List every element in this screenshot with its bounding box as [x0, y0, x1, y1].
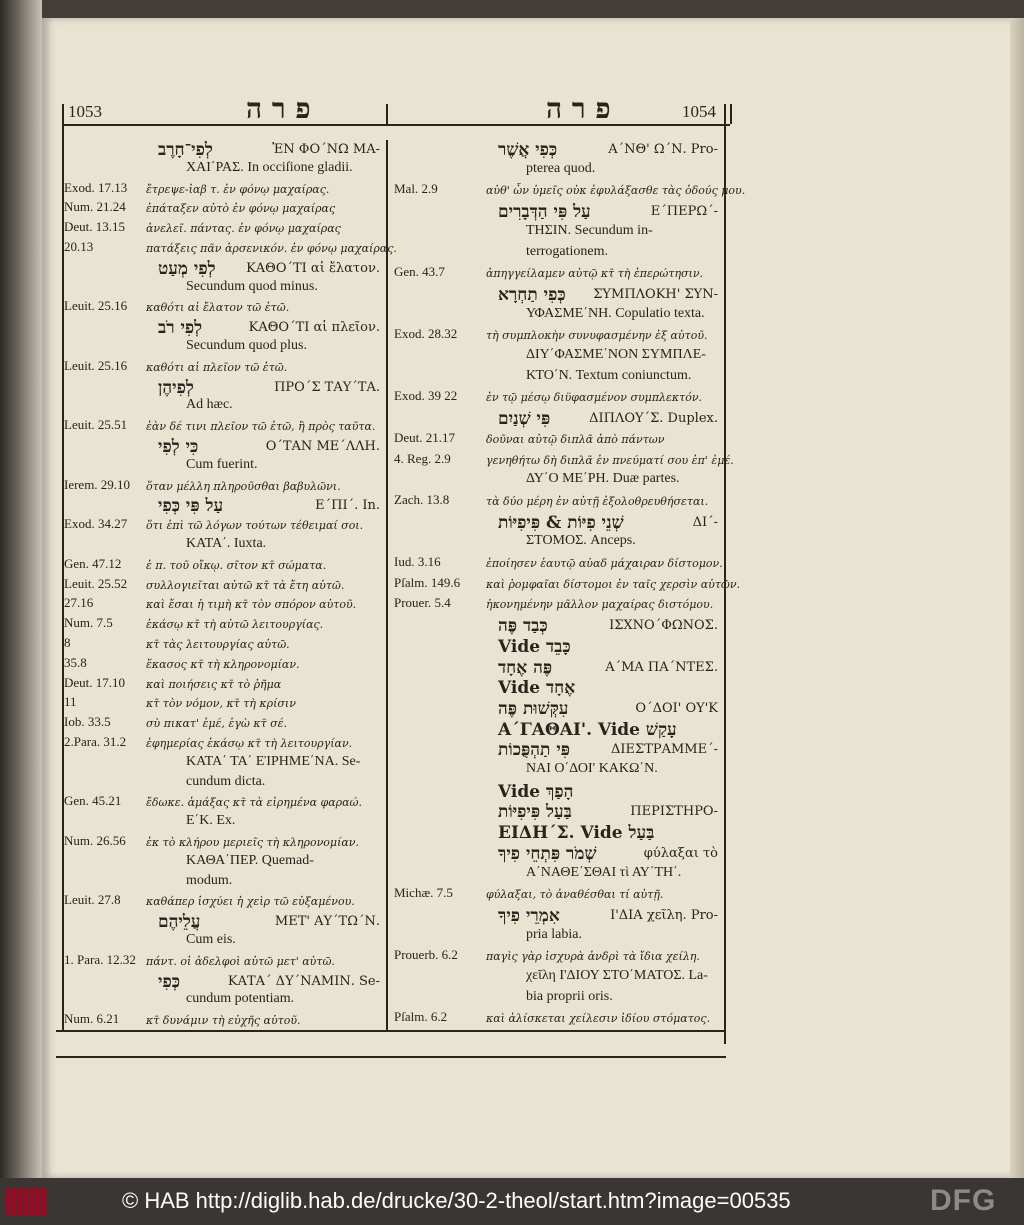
entry-line [394, 699, 724, 719]
entry-line [64, 635, 386, 655]
scripture-reference: Num. 21.24 [64, 199, 126, 215]
scripture-reference: 4. Reg. 2.9 [394, 450, 451, 466]
scripture-reference: Leuit. 27.8 [64, 892, 121, 908]
column-rule-middle [386, 140, 388, 1030]
entry-line [394, 492, 724, 512]
entry-line [394, 906, 724, 926]
hebrew-headword: בַּעַל פִּיפִיּוֹת [498, 802, 572, 823]
entry-line [394, 306, 724, 326]
hebrew-headword: פִּי תַהְפֻּכוֹת [498, 740, 571, 761]
entry-line [64, 675, 386, 695]
entry-line [64, 516, 386, 536]
latin-translation: cundum potentiam. [186, 991, 295, 1007]
entry-line [394, 409, 724, 429]
greek-gloss: φύλαξαι τὸ [643, 845, 718, 861]
greek-citation: ἐ π. τοῦ οἴκῳ. σῖτον κτ̄ σώματα. [146, 558, 327, 572]
greek-citation: καὶ ἔσαι ἡ τιμὴ κτ̄ τὸν σπόρον αὐτοῦ. [146, 598, 357, 612]
scripture-reference: Deut. 21.17 [394, 429, 456, 445]
scripture-reference: Prouerb. 6.2 [394, 947, 458, 963]
greek-citation: πάντ. οἱ ἀδελφοὶ αὐτῶ μετ' αὐτῶ. [146, 954, 335, 968]
entry-line [394, 326, 724, 346]
greek-citation: τὴ συμπλοκὴν συνυφασμένην ἐξ αὐτοῦ. [486, 329, 708, 343]
entry-line [64, 279, 386, 299]
scripture-reference: Ierem. 29.10 [64, 476, 131, 492]
left-running-heading: פ ר ה [246, 92, 311, 125]
scripture-reference: Deut. 17.10 [64, 674, 126, 690]
latin-translation: pterea quod. [526, 160, 596, 176]
greek-citation: ἀνελεῖ. πάντας. ἐν φόνῳ μαχαίρας [146, 222, 341, 236]
hebrew-headword: עַל פִּי הַדְּבָרִים [498, 202, 591, 223]
greek-citation: ἐκ τὸ κλήρου μεριεῖς τὴ κληρονομίαν. [146, 836, 359, 849]
entry-line [394, 140, 724, 160]
page-edge-right [1010, 18, 1024, 1178]
greek-citation: ἐποίησεν ἑαυτῷ αὐαδ μάχαιραν δίστομον. [486, 557, 723, 570]
hebrew-headword: עִקְּשׁוּת פֶּה [498, 698, 569, 719]
entry-line [64, 437, 386, 457]
scripture-reference: 35.8 [64, 654, 87, 670]
entry-line [64, 952, 386, 972]
entry-line [394, 513, 724, 533]
scripture-reference: Prouer. 5.4 [394, 595, 451, 611]
greek-citation: ἐπάταξεν αὐτὸ ἐν φόνῳ μαχαίρας [146, 202, 336, 216]
greek-citation: ἐφημερίας ἑκάσῳ κτ̄ τὴ λειτουργίαν. [146, 737, 353, 750]
hebrew-headword: שְׁמֹר פִּתְחֵי פִיךָ [498, 843, 597, 864]
latin-translation: ΤΗΣΙΝ. Secundum in- [526, 222, 653, 238]
entry-line [64, 932, 386, 952]
entry-line [64, 556, 386, 576]
greek-citation: αὐθ' ὧν ὑμεῖς οὐκ ἐφυλάξασθε τὰς ὁδούς μου. [486, 184, 746, 198]
entry-line [64, 318, 386, 338]
entry-line [394, 637, 724, 657]
scripture-reference: Exod. 39 22 [394, 388, 458, 404]
entry-line [64, 417, 386, 437]
scripture-reference: Gen. 43.7 [394, 264, 445, 280]
entry-line [64, 853, 386, 873]
greek-citation: ὅταν μέλλη πληροῦσθαι βαβυλῶνι. [146, 479, 341, 493]
latin-translation: ΔΥ΄Ο ΜΕ΄ΡΗ. Duæ partes. [526, 471, 680, 487]
latin-translation: bia proprii oris. [526, 988, 613, 1004]
entry-line [64, 892, 386, 912]
entry-line [64, 972, 386, 992]
greek-gloss: ΣΥΜΠΛΟΚΗ' ΣΥΝ- [593, 286, 718, 302]
latin-translation: terrogationem. [526, 243, 609, 259]
entry-line [394, 450, 734, 471]
scripture-reference: Num. 26.56 [64, 833, 126, 848]
entry-line [394, 678, 724, 698]
greek-citation: ἐν τῷ μέσῳ διϋφασμένον συμπλεκτόν. [486, 391, 703, 405]
greek-citation: καὶ ῥομφαῖαι δίστομοι ἐν ταῖς χερσὶν αὐτῶν. [486, 577, 741, 591]
greek-citation: παγὶς γὰρ ἰσχυρὰ ἀνδρὶ τὰ ἴδια χείλη. [486, 950, 700, 964]
scripture-reference: Num. 7.5 [64, 615, 113, 631]
entry-line [394, 388, 724, 408]
greek-citation: ὅτι ἐπὶ τῶ λόγων τούτων τέθειμαί σοι. [146, 519, 364, 533]
entry-line [394, 885, 724, 905]
hebrew-headword: Vide כָּבֵד [498, 636, 571, 657]
scripture-reference: Zach. 13.8 [394, 491, 450, 507]
hab-logo-icon [6, 1188, 46, 1216]
greek-citation: καθάπερ ἰσχύει ἡ χεὶρ τῶ εὐξαμένου. [146, 895, 355, 909]
scripture-reference: Pſalm. 6.2 [394, 1009, 448, 1025]
entry-line [64, 655, 386, 675]
scripture-reference: Exod. 17.13 [64, 179, 128, 195]
latin-translation: Cum fuerint. [186, 456, 258, 472]
entry-line [64, 496, 386, 516]
greek-gloss: ΔΙΠΛΟΥ΄Σ. Duplex. [589, 411, 718, 427]
scripture-reference: 20.13 [64, 239, 94, 254]
right-running-heading: פ ר ה [546, 92, 611, 125]
scripture-reference: Exod. 28.32 [394, 326, 458, 342]
entry-line [394, 927, 724, 947]
greek-citation: καὶ ἁλίσκεται χείλεσιν ἰδίου στόματος. [486, 1012, 711, 1026]
entry-line [64, 160, 386, 180]
hebrew-headword: עֲלֵיהֶם [158, 912, 201, 933]
entry-line [64, 793, 386, 813]
entry-line [394, 616, 724, 636]
latin-translation: ΚΑΘΑ΄ΠΕΡ. Quemad- [186, 852, 314, 868]
hebrew-headword: Α΄ΓΑΘΑΙ'. Vide עָקַשׁ [498, 719, 677, 740]
greek-citation: τὰ δύο μέρη ἐν αὐτῇ ἐξολοθρευθήσεται. [486, 494, 709, 508]
entry-line [64, 615, 386, 635]
scripture-reference: Mal. 2.9 [394, 181, 438, 197]
entry-line [64, 576, 386, 596]
greek-gloss: ΚΑΘΟ΄ΤΙ αἱ πλεῖον. [248, 320, 380, 336]
previous-page-edge [0, 0, 42, 1178]
scripture-reference: Leuit. 25.16 [64, 357, 128, 373]
entry-line [394, 865, 724, 885]
header-rule [62, 124, 730, 126]
greek-citation: ἔτρεψε-ἰαβ τ. ἐν φόνῳ μαχαίρας. [146, 182, 330, 196]
greek-citation: γενηθήτω δὴ διπλᾶ ἐν πνεύματί σου ἐπ' ἐμέ. [486, 453, 734, 467]
greek-citation: κτ̄ τὰς λειτουργίας αὐτῶ. [146, 638, 290, 651]
entry-line [394, 947, 724, 967]
entry-line [64, 1011, 386, 1031]
hebrew-headword: כִּי לְפִי [158, 437, 199, 457]
greek-citation: δοῦναι αὐτῷ διπλᾶ ἀπὸ πάντων [486, 432, 665, 446]
entry-line [64, 397, 386, 417]
latin-translation: Secundum quod minus. [186, 278, 318, 294]
greek-gloss: ΙΣΧΝΟ΄ΦΩΝΟΣ. [609, 618, 718, 634]
scripture-reference: Deut. 13.15 [64, 219, 126, 235]
scripture-reference: Leuit. 25.51 [64, 417, 128, 433]
entry-line [64, 199, 386, 219]
hebrew-headword: כְּפִי אֲשֶׁר [498, 140, 558, 160]
latin-translation: ΝΑΙ Ο΄ΔΟΙ' ΚΑΚΩ΄Ν. [526, 761, 658, 776]
scripture-reference: 11 [64, 694, 77, 710]
entry-line [64, 833, 386, 853]
column-rule-right [724, 104, 726, 1044]
header-bracket-left [62, 104, 64, 124]
entry-line [64, 457, 386, 477]
scripture-reference: Leuit. 25.16 [64, 298, 128, 314]
latin-translation: ΚΑΤΑ΄. Iuxta. [186, 536, 267, 551]
entry-line [64, 991, 386, 1011]
dfg-logo: DFG [930, 1184, 997, 1217]
viewer-footer [0, 1178, 1024, 1225]
entry-line [64, 180, 386, 200]
entry-line [394, 533, 724, 553]
latin-translation: ΚΑΤΑ΄ ΤΑ΄ ΕἸΡΗΜΕ΄ΝΑ. Se- [186, 753, 361, 769]
scripture-reference: Gen. 45.21 [64, 793, 122, 809]
greek-gloss: ΔΙΕΣΤΡΑΜΜΕ΄- [610, 742, 718, 758]
entry-line [394, 761, 724, 781]
scripture-reference: Iob. 33.5 [64, 714, 111, 730]
entry-line [64, 912, 386, 932]
scripture-reference: 2.Para. 31.2 [64, 734, 127, 749]
scripture-reference: Michæ. 7.5 [394, 885, 453, 901]
hebrew-headword: כְּפִי [158, 971, 181, 992]
greek-gloss: ΜΕΤ' ΑΥ΄ΤΩ΄Ν. [274, 914, 380, 930]
entry-line [394, 844, 724, 864]
scripture-reference: Pſalm. 149.6 [394, 574, 461, 590]
scripture-reference: Num. 6.21 [64, 1011, 120, 1027]
greek-gloss: ΠΕΡΙΣΤΗΡΟ- [630, 804, 718, 820]
entry-line [394, 720, 724, 740]
hebrew-headword: כְּפִי תַחְרָא [498, 284, 566, 305]
hebrew-headword: Vide הָפַךְ [498, 781, 574, 802]
latin-translation: Secundum quod plus. [186, 338, 307, 353]
entry-line [64, 595, 386, 615]
scripture-reference: Leuit. 25.52 [64, 575, 128, 591]
greek-gloss: Ο΄ΔΟΙ' ΟΥ'Κ [635, 700, 718, 716]
scripture-reference: Gen. 47.12 [64, 555, 122, 571]
greek-citation: κτ̄ τὸν νόμον, κτ̄ τὴ κρίσιν [146, 697, 296, 711]
latin-translation: χεῖλη Ι'ΔΙΟΥ ΣΤΟ΄ΜΑΤΟΣ. La- [526, 968, 708, 983]
greek-gloss: Ε΄ΠΙ΄. In. [315, 498, 380, 514]
entry-line [64, 714, 386, 734]
entry-line [64, 536, 386, 556]
hebrew-headword: עַל פִּי כְּפִי [158, 496, 224, 517]
hebrew-headword: לְפִי מְעַט [158, 258, 216, 279]
entry-line [64, 873, 386, 893]
entry-line [394, 989, 724, 1009]
entry-line [64, 813, 386, 833]
latin-translation: Ad hæc. [186, 397, 233, 413]
latin-translation: Cum eis. [186, 932, 236, 947]
greek-citation: ἕκασος κτ̄ τὴ κληρονομίαν. [146, 657, 300, 671]
greek-citation: σὺ πικατ' ἐμέ, ἐγὼ κτ̄ σέ. [146, 717, 288, 731]
greek-citation: ἐὰν δέ τινι πλεῖον τῶ ἐτῶ, ἢ πρὸς ταῦτα. [146, 420, 376, 434]
entry-line [394, 968, 724, 988]
entry-line [64, 694, 386, 714]
hebrew-headword: לְפִי־חָרֶב [158, 140, 213, 160]
entry-line [394, 347, 724, 367]
entry-line [394, 574, 741, 595]
greek-citation: συλλογιεῖται αὐτῶ κτ̄ τὰ ἔτη αὐτῶ. [146, 578, 345, 592]
latin-translation: ΥΦΑΣΜΕ΄ΝΗ. Copulatio texta. [526, 305, 705, 321]
entry-line [64, 358, 386, 378]
entry-line [64, 140, 386, 160]
hebrew-headword: פֶּה אֶחָד [498, 657, 553, 678]
entry-line [394, 368, 724, 388]
entry-line [394, 181, 746, 201]
greek-citation: πατάξεις πᾶν ἀρσενικόν. ἐν φόνῳ μαχαίρας. [146, 242, 397, 255]
hebrew-headword: ΕΙΔΗ΄Σ. Vide בַּעַל [498, 823, 655, 844]
greek-gloss: Α΄ΝΘ' Ω΄Ν. Pro- [608, 142, 718, 157]
latin-translation: cundum dicta. [186, 773, 266, 789]
latin-translation: pria labia. [526, 926, 582, 942]
entry-line [394, 802, 724, 822]
entry-line [394, 244, 724, 264]
copyright-url[interactable]: © HAB http://diglib.hab.de/drucke/30-2-theol/start.htm?image=00535 [122, 1188, 791, 1213]
greek-citation: ἠκονημένην μᾶλλον μαχαίρας διστόμου. [486, 598, 714, 612]
greek-gloss: Ο΄ΤΑΝ ΜΕ΄ΛΛΗ. [265, 439, 380, 454]
entry-line [64, 298, 386, 318]
entry-line [64, 219, 386, 239]
latin-translation: Ε΄Κ. Ex. [186, 813, 236, 829]
entry-line [394, 740, 724, 760]
greek-gloss: ΚΑΘΟ΄ΤΙ αἱ ἔλατον. [246, 260, 380, 276]
greek-gloss: ἘΝ ΦΟ΄ΝΩ ΜΑ- [272, 142, 380, 157]
entry-line [394, 658, 724, 678]
greek-gloss: ΠΡΟ΄Σ ΤΑΥ΄ΤΑ. [274, 379, 380, 395]
greek-gloss: Ε΄ΠΕΡΩ΄- [650, 204, 718, 220]
hebrew-headword: Vide אֶחָד [498, 678, 576, 699]
entry-line [64, 754, 386, 774]
greek-citation: ἑκάσῳ κτ̄ τὴ αὐτῶ λειτουργίας. [146, 618, 324, 632]
scripture-reference: Exod. 34.27 [64, 516, 128, 532]
scripture-reference: 8 [64, 635, 71, 650]
entry-line [394, 223, 724, 243]
entry-line [394, 264, 724, 284]
latin-translation: ΣΤΟΜΟΣ. Anceps. [526, 533, 636, 549]
latin-translation: modum. [186, 872, 233, 888]
greek-citation: φύλαξαι, τὸ ἀναθέσθαι τί αὐτῇ. [486, 888, 664, 902]
greek-citation: καθότι αἱ ἔλατον τῶ ἐτῶ. [146, 301, 290, 315]
entry-line [64, 239, 397, 259]
left-page-number: 1053 [68, 102, 102, 121]
greek-gloss: ΔΙ΄- [692, 514, 718, 530]
entry-line [394, 471, 724, 491]
hebrew-headword: שְׁנֵי פִיּוֹת & פִּיפִיּוֹת [498, 512, 624, 533]
entry-line [394, 823, 724, 843]
hebrew-headword: לְפִי רֹב [158, 318, 203, 339]
greek-gloss: Α΄ΜΑ ΠΑ΄ΝΤΕΣ. [605, 659, 718, 675]
entry-line [394, 430, 724, 450]
greek-gloss: Ι'ΔΙΑ χεῖλη. Pro- [610, 907, 718, 923]
scripture-reference: 1. Para. 12.32 [64, 951, 136, 967]
scripture-reference: Iud. 3.16 [394, 554, 441, 569]
entry-line [64, 774, 386, 794]
entry-line [64, 259, 386, 279]
header-divider [386, 104, 388, 126]
entry-line [394, 161, 724, 181]
latin-translation: Α΄ΝΑΘΕ΄ΣΘΑΙ τὶ ΑΥ΄ΤΗ΄. [526, 864, 682, 880]
entry-line [64, 734, 386, 754]
entry-line [64, 338, 386, 358]
latin-translation: ΔΙΥ΄ΦΑΣΜΕ΄ΝΟΝ ΣΥΜΠΛΕ- [526, 347, 706, 362]
header-bracket-right [730, 104, 732, 124]
entry-line [394, 285, 724, 305]
greek-citation: κτ̄ δυνάμιν τὴ εὐχῆς αὐτοῦ. [146, 1014, 301, 1028]
greek-citation: ἀπηγγείλαμεν αὐτῷ κτ̄ τὴ ἐπερώτησιν. [486, 267, 704, 281]
hebrew-headword: פִּי שְׁנַיִם [498, 409, 551, 430]
latin-translation: ΚΤΟ΄Ν. Textum coniunctum. [526, 367, 692, 383]
entry-line [394, 1009, 724, 1029]
greek-citation: ἔδωκε. ἁμάξας κτ̄ τὰ εἰρημένα φαραώ. [146, 796, 362, 810]
greek-citation: καὶ ποιήσεις κτ̄ τὸ ῥῆμα [146, 677, 282, 691]
greek-citation: καθότι αἱ πλεῖον τῶ ἐτῶ. [146, 360, 288, 374]
entry-line [64, 378, 386, 398]
entry-line [394, 595, 724, 615]
hebrew-headword: כְּבַד פֶּה [498, 616, 548, 637]
entry-line [64, 477, 386, 497]
bottom-rule-lower [56, 1056, 726, 1058]
scripture-reference: 27.16 [64, 595, 94, 611]
hebrew-headword: לְפִיהֶן [158, 377, 194, 398]
entry-line [394, 202, 724, 222]
greek-gloss: ΚΑΤΑ΄ ΔΥ΄ΝΑΜΙΝ. Se- [227, 973, 380, 989]
entry-line [394, 782, 724, 802]
hebrew-headword: אִמְרֵי פִיךָ [498, 905, 560, 926]
right-page-number: 1054 [682, 102, 716, 121]
entry-line [394, 554, 724, 574]
latin-translation: ΧΑΙ΄ΡΑΣ. In occiſione gladii. [186, 159, 353, 175]
